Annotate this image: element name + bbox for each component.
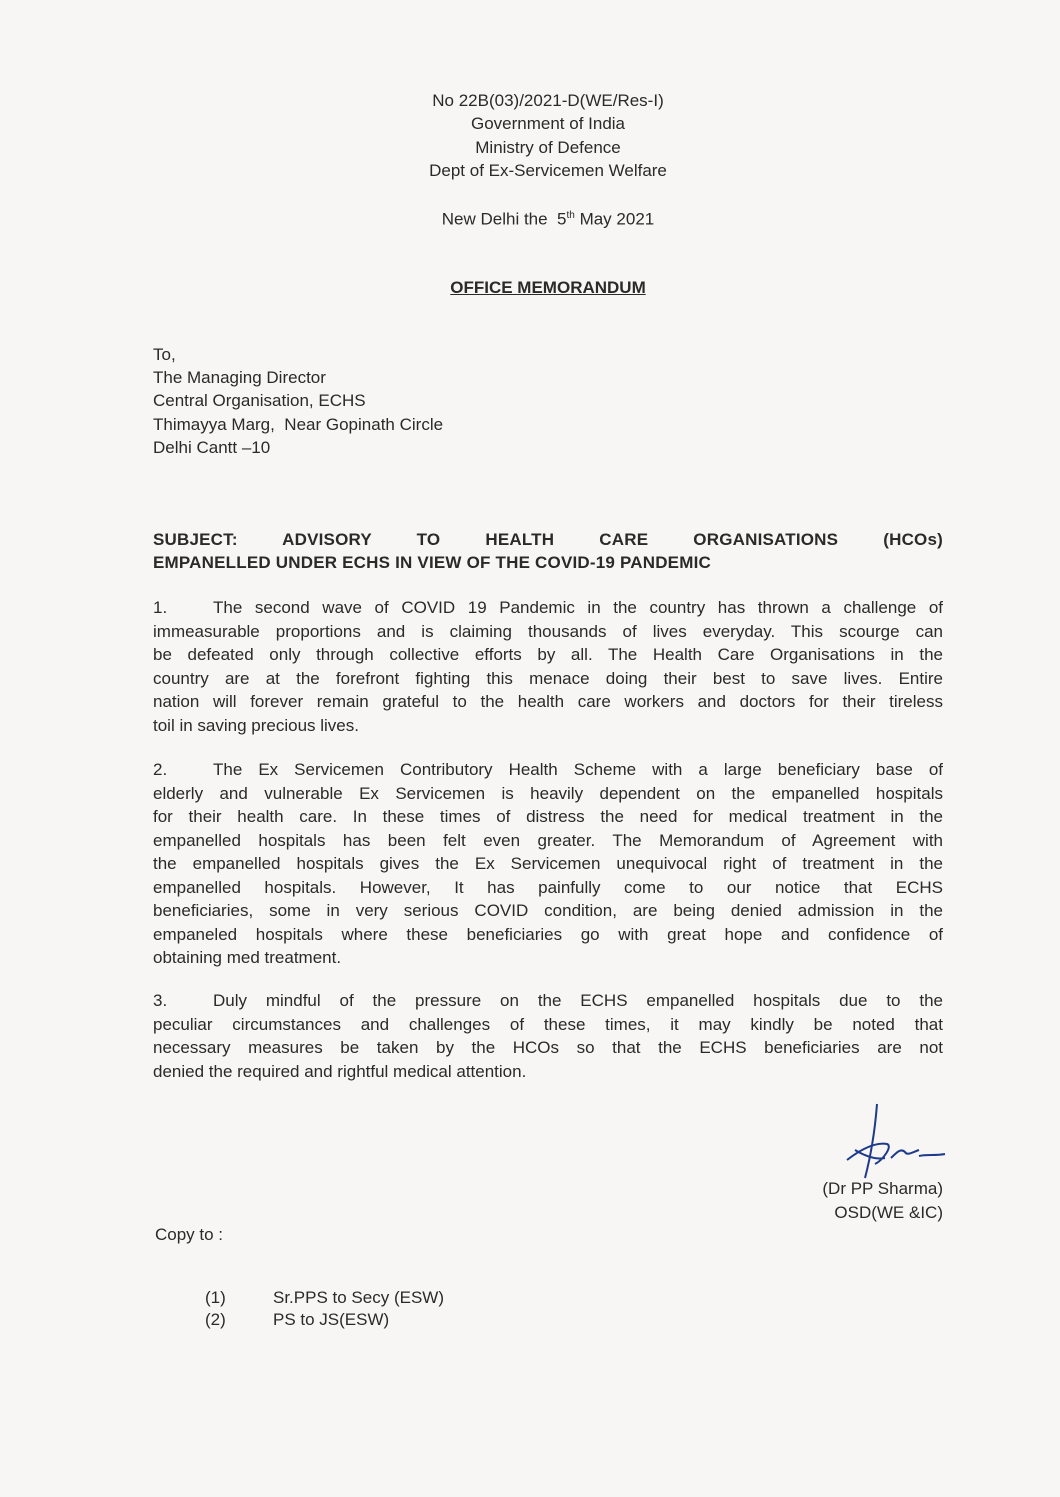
copy-to-text: Sr.PPS to Secy (ESW) xyxy=(273,1288,444,1307)
paragraph-line: empanelled hospitals has been felt even greater. The Memorandum of Agreement with xyxy=(153,830,943,850)
department: Dept of Ex-Servicemen Welfare xyxy=(429,160,667,180)
signatory-designation: OSD(WE &IC) xyxy=(834,1202,943,1222)
copy-to-item xyxy=(205,1309,444,1331)
date-prefix: New Delhi the 5 xyxy=(441,209,567,229)
copy-to-list xyxy=(205,1287,444,1331)
signatory-block xyxy=(822,1177,943,1224)
paragraph-2 xyxy=(153,758,943,970)
paragraph-line: empaneled hospitals where these beneficiaries go with great hope and confidence of xyxy=(153,924,943,944)
document-title: OFFICE MEMORANDUM xyxy=(450,278,646,298)
ministry: Ministry of Defence xyxy=(475,137,621,157)
paragraph-number: 2. xyxy=(153,760,168,779)
addressee-line: Central Organisation, ECHS xyxy=(153,391,366,411)
paragraph-number: 1. xyxy=(153,598,168,617)
copy-to-number: (1) xyxy=(205,1288,226,1307)
paragraph-line: empanelled hospitals. However, It has painfully come to our notice that ECHS xyxy=(153,877,943,897)
paragraph-line: the empanelled hospitals gives the Ex Servicemen unequivocal right of treatment in the xyxy=(153,854,943,873)
date xyxy=(300,204,796,231)
paragraph-1 xyxy=(153,596,943,737)
subject xyxy=(153,528,943,574)
paragraph-line: for their health care. In these times of distress the need for medical treatment in the xyxy=(153,807,943,826)
subject-line: EMPANELLED UNDER ECHS IN VIEW OF THE COVID-19 PANDEMIC xyxy=(153,553,711,572)
subject-line: SUBJECT: ADVISORY TO HEALTH CARE ORGANISATIONS (HCOs) xyxy=(153,530,943,549)
paragraph-line: Duly mindful of the pressure on the ECHS empanelled hospitals due to the xyxy=(213,991,943,1010)
paragraph-line: country are at the forefront fighting this menace doing their best to save lives. Entire xyxy=(153,668,943,688)
copy-to-text: PS to JS(ESW) xyxy=(273,1310,390,1329)
paragraph-number: 3. xyxy=(153,991,168,1010)
copy-to-number: (2) xyxy=(205,1310,226,1329)
signature xyxy=(835,1100,955,1180)
paragraph-line: obtaining med treatment. xyxy=(153,948,342,967)
paragraph-line: toil in saving precious lives. xyxy=(153,715,359,735)
letter-header xyxy=(300,89,796,299)
paragraph-line: The Ex Servicemen Contributory Health Scheme with a large beneficiary base of xyxy=(213,760,943,779)
file-number: No 22B(03)/2021-D(WE/Res-I) xyxy=(432,91,664,110)
paragraph-line: nation will forever remain grateful to the health care workers and doctors for their tireless xyxy=(153,692,943,711)
paragraph-line: elderly and vulnerable Ex Servicemen is heavily dependent on the empanelled hospitals xyxy=(153,783,943,803)
government: Government of India xyxy=(470,114,626,134)
paragraph-3 xyxy=(153,989,943,1083)
paragraph-line: beneficiaries, some in very serious COVID condition, are being denied admission in the xyxy=(153,901,943,920)
copy-to-item xyxy=(205,1287,444,1309)
addressee-line: To, xyxy=(153,345,176,364)
copy-to-label: Copy to : xyxy=(155,1225,224,1244)
addressee-line: Delhi Cantt –10 xyxy=(153,437,271,457)
paragraph-line: be defeated only through collective efforts by all. The Health Care Organisations in the xyxy=(153,645,943,664)
date-suffix: May 2021 xyxy=(574,209,655,229)
addressee xyxy=(153,343,443,459)
paragraph-line: necessary measures be taken by the HCOs so that the ECHS beneficiaries are not xyxy=(153,1038,943,1057)
date-sup: th xyxy=(566,210,575,222)
addressee-line: The Managing Director xyxy=(153,368,326,388)
signatory-name: (Dr PP Sharma) xyxy=(822,1179,943,1198)
paragraph-line: immeasurable proportions and is claiming thousands of lives everyday. This scourge can xyxy=(153,621,943,641)
paragraph-line: denied the required and rightful medical attention. xyxy=(153,1061,527,1081)
paragraph-line: peculiar circumstances and challenges of these times, it may kindly be noted that xyxy=(153,1014,943,1034)
paragraph-line: The second wave of COVID 19 Pandemic in the country has thrown a challenge of xyxy=(213,598,943,617)
addressee-line: Thimayya Marg, Near Gopinath Circle xyxy=(153,414,444,434)
